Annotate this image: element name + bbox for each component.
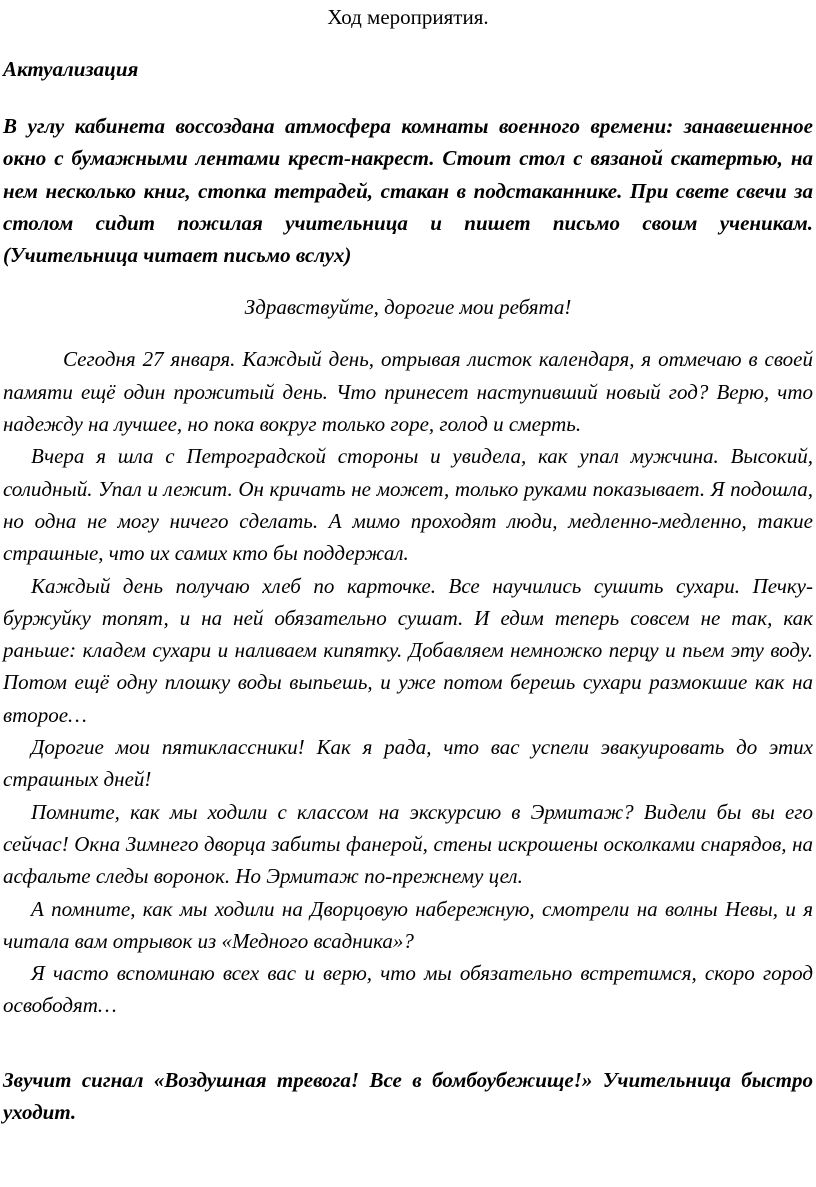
- letter-paragraph: Каждый день получаю хлеб по карточке. Все научились сушить сухари. Печку-буржуйку топят, и на ней обязательно сушат. И едим теперь совсем не так, как раньше: кладем сухари и наливаем кипятку. Добавляем немножко перцу и пьем эту воду. Потом ещё одну плошку воды выпьешь, и уже потом берешь сухари размокшие как на второе…: [3, 573, 813, 727]
- stage-direction: В углу кабинета воссоздана атмосфера комнаты военного времени: занавешенное окно с бумажными лентами крест-накрест. Стоит стол с вязаной скатертью, на нем несколько книг, стопка тетрадей, стакан в подстаканнике. При свете свечи за столом сидит пожилая учительница и пишет письмо своим ученикам. (Учительница читает письмо вслух): [3, 114, 813, 268]
- letter-greeting: Здравствуйте, дорогие мои ребята!: [244, 295, 572, 320]
- letter-paragraph: А помните, как мы ходили на Дворцовую набережную, смотрели на волны Невы, и я читала вам отрывок из «Медного всадника»?: [3, 896, 813, 953]
- document-title: Ход мероприятия.: [327, 5, 489, 29]
- letter-paragraph: Дорогие мои пятиклассники! Как я рада, что вас успели эвакуировать до этих страшных дней!: [3, 735, 813, 792]
- letter-paragraph: Вчера я шла с Петроградской стороны и увидела, как упал мужчина. Высокий, солидный. Упал и лежит. Он кричать не может, только руками показывает. Я подошла, но одна не могу ничего сделать. А мимо проходят люди, медленно-медленно, такие страшные, что их самих кто бы поддержал.: [3, 444, 813, 566]
- letter-paragraph: Я часто вспоминаю всех вас и верю, что мы обязательно встретимся, скоро город освободят…: [3, 961, 813, 1018]
- letter-paragraph: Сегодня 27 января. Каждый день, отрывая листок календаря, я отмечаю в своей памяти ещё один прожитый день. Что принесет наступивший новый год? Верю, что надежду на лучшее, но пока вокруг только горе, голод и смерть.: [3, 347, 813, 437]
- letter-paragraph: Помните, как мы ходили с классом на экскурсию в Эрмитаж? Видели бы вы его сейчас! Окна Зимнего дворца забиты фанерой, стены искрошены осколками снарядов, на асфальте следы воронок. Но Эрмитаж по-прежнему цел.: [3, 799, 813, 889]
- final-stage-direction: Звучит сигнал «Воздушная тревога! Все в бомбоубежище!» Учительница быстро уходит.: [3, 1067, 813, 1125]
- section-heading: Актуализация: [3, 57, 139, 81]
